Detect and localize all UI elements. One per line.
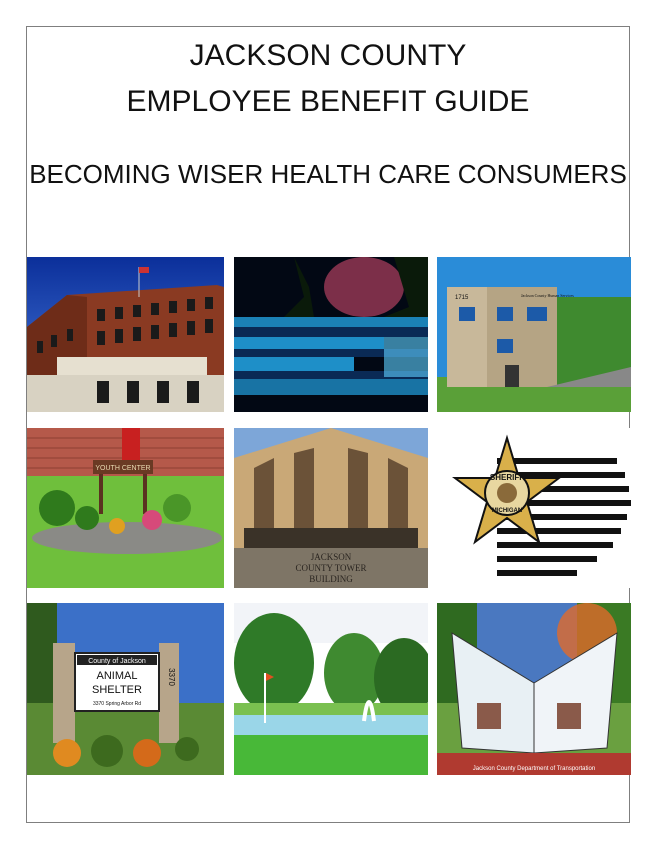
photo-county-tower-building [234, 428, 428, 588]
tower-inscription-1: JACKSON [310, 552, 352, 562]
photo-sheriff-michigan-logo [437, 428, 631, 588]
dot-caption: Jackson County Department of Transportation [472, 766, 596, 772]
sheriff-badge-top: SHERIFF [489, 473, 525, 482]
sheriff-badge-bottom: MICHIGAN [491, 508, 523, 514]
photo-lit-cascades-fountain [234, 257, 428, 412]
document-subtitle: BECOMING WISER HEALTH CARE CONSUMERS [29, 159, 627, 189]
shelter-address: 3370 Spring Arbor Rd [92, 701, 142, 707]
tower-inscription-3: BUILDING [309, 574, 353, 584]
document-title-line-1: JACKSON COUNTY [189, 39, 467, 72]
tower-inscription-2: COUNTY TOWER [295, 563, 367, 573]
photo-youth-center-garden [27, 428, 224, 588]
photo-historic-courthouse [27, 257, 224, 412]
shelter-sign-line-2: SHELTER [92, 684, 142, 696]
human-services-number: 1715 [455, 295, 469, 301]
photo-human-services-building [437, 257, 631, 412]
document-title-line-2: EMPLOYEE BENEFIT GUIDE [126, 85, 530, 118]
youth-center-sign: YOUTH CENTER [95, 465, 151, 472]
shelter-sign-line-1: ANIMAL [96, 670, 138, 682]
photo-golf-course-fountain [234, 603, 428, 775]
photo-animal-shelter-sign [27, 603, 224, 775]
shelter-number: 3370 [167, 668, 176, 686]
human-services-sign: Jackson County Human Services [521, 293, 574, 298]
photo-dot-sculpture [437, 603, 631, 775]
shelter-sign-top: County of Jackson [88, 658, 146, 665]
